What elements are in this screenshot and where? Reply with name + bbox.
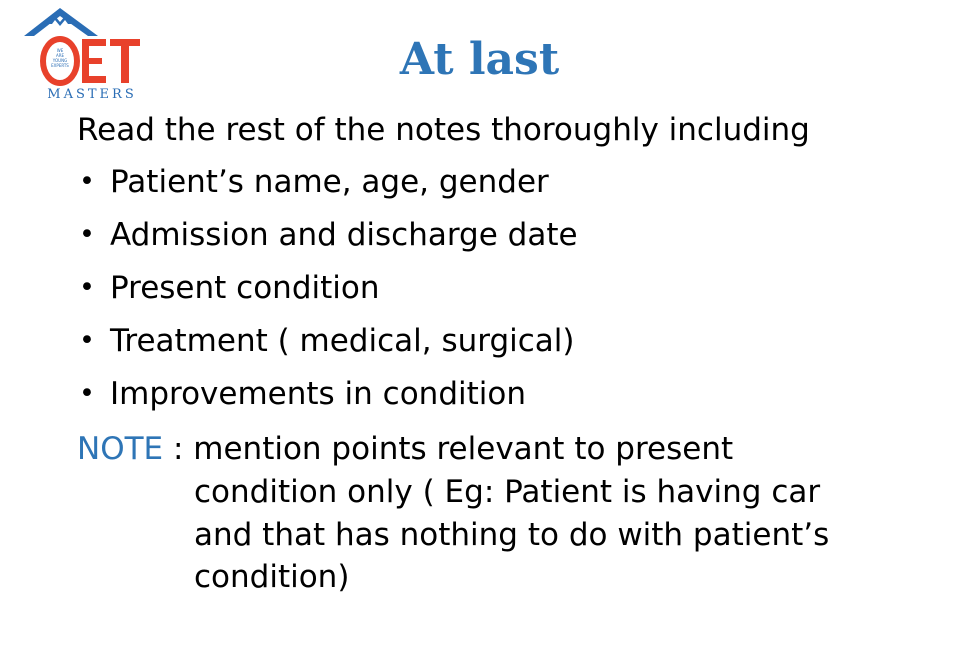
bullet-text: Treatment ( medical, surgical) [110,323,575,359]
bullet-item [77,268,578,321]
note-line-4: condition) [194,559,350,595]
note-block [77,428,937,599]
slide-title [0,34,957,86]
intro-text: Read the rest of the notes thoroughly including [77,112,810,148]
bullet-text: Improvements in condition [110,376,526,412]
bullet-icon: • [79,219,95,250]
bullet-item [77,321,578,374]
bullet-item [77,374,578,427]
note-line-1: mention points relevant to present [193,431,734,467]
note-line-2: condition only ( Eg: Patient is having car [194,474,821,510]
bullet-item [77,162,578,215]
note-first-line [77,428,937,470]
logo-tagline-4: EXPERTS [51,63,69,68]
bullet-text: Patient’s name, age, gender [110,164,549,200]
note-separator: : [163,431,194,467]
bullet-icon: • [79,325,95,356]
bullet-item [77,215,578,268]
bullet-icon: • [79,378,95,409]
logo-tagline-2: ARE [55,53,65,58]
bullet-list [77,162,578,427]
logo-sub-text: MASTERS [47,87,137,101]
logo-tagline-3: YOUNG [52,58,68,63]
bullet-icon: • [79,166,95,197]
bullet-text: Admission and discharge date [110,217,578,253]
bullet-icon: • [79,272,95,303]
note-label: NOTE [77,431,164,467]
slide-title-text: At last [399,34,560,85]
logo-tagline-1: WE [56,48,64,53]
note-line-3: and that has nothing to do with patient’s [194,516,830,553]
bullet-text: Present condition [110,270,380,306]
note-continuation [77,471,937,599]
